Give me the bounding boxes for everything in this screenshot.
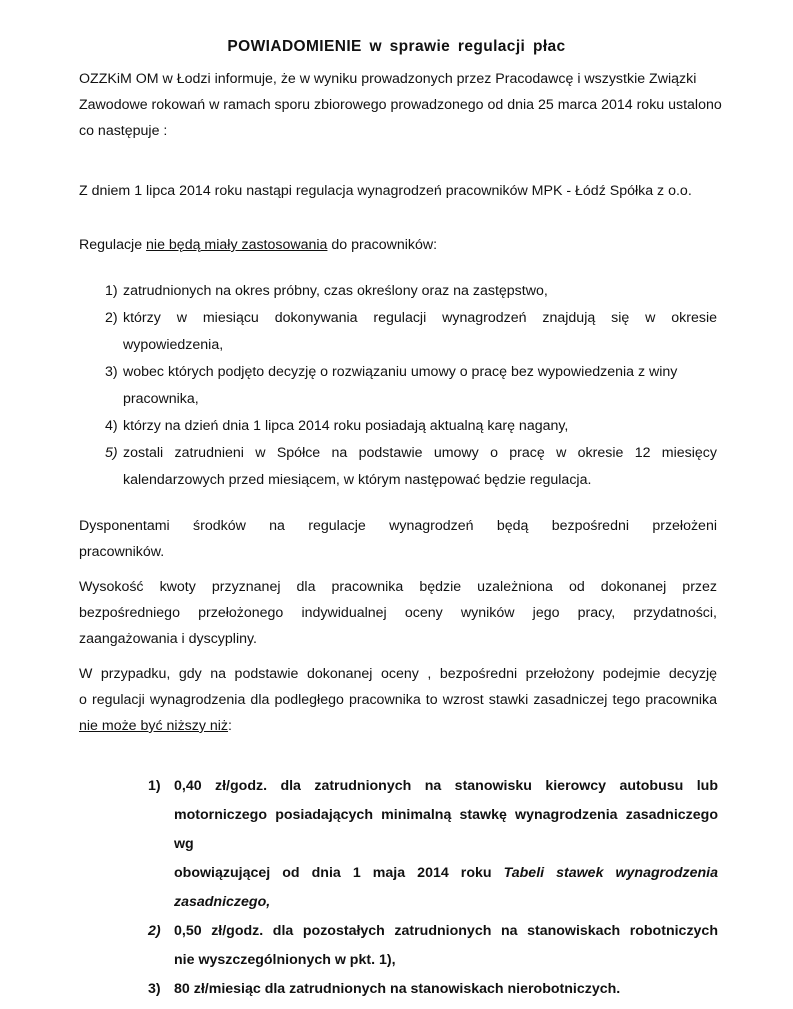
list-item-text: pracownika, xyxy=(123,391,199,407)
intro-paragraph xyxy=(79,66,722,144)
dysponenci-line: pracowników. xyxy=(79,544,165,560)
list-item-text-part: obowiązującej od dnia 1 maja 2014 roku xyxy=(174,865,504,881)
list-item xyxy=(148,917,718,975)
list-item-text-italic: zasadniczego, xyxy=(174,894,271,910)
list-item-number: 2) xyxy=(105,310,118,326)
list-item xyxy=(79,413,717,440)
list-item-text: nie wyszczególnionych w pkt. 1), xyxy=(174,952,396,968)
announcement-text: Z dniem 1 lipca 2014 roku nastąpi regulacja wynagrodzeń pracowników MPK - Łódź Spółka z o.o. xyxy=(79,183,692,199)
exclusions-suffix: do pracowników: xyxy=(327,237,438,253)
list-item xyxy=(79,278,717,305)
document-title: POWIADOMIENIE w sprawie regulacji płac xyxy=(227,38,566,55)
intro-line: OZZKiM OM w Łodzi informuje, że w wyniku prowadzonych przez Pracodawcę i wszystkie Związki xyxy=(79,71,697,87)
list-item-text: wobec których podjęto decyzję o rozwiązaniu umowy o pracę bez wypowiedzenia z winy xyxy=(123,364,678,380)
intro-line: co następuje : xyxy=(79,123,168,139)
wysokosc-line: Wysokość kwoty przyznanej dla pracownika będzie uzależniona od dokonanej przez xyxy=(79,579,717,595)
list-item-number: 1) xyxy=(148,778,161,794)
list-item-number: 2) xyxy=(148,923,161,939)
exclusions-underlined: nie będą miały zastosowania xyxy=(146,237,328,253)
list-item xyxy=(148,772,718,917)
list-item-number: 3) xyxy=(105,364,118,380)
dysponenci-line: Dysponentami środków na regulacje wynagrodzeń będą bezpośredni przełożeni xyxy=(79,518,717,534)
list-item xyxy=(79,440,717,494)
list-item-number: 5) xyxy=(105,445,118,461)
przypadek-suffix: : xyxy=(228,718,232,734)
announcement-paragraph xyxy=(79,178,717,204)
intro-line: Zawodowe rokowań w ramach sporu zbiorowego prowadzonego od dnia 25 marca 2014 roku ustalono xyxy=(79,97,722,113)
list-item-number: 1) xyxy=(105,283,118,299)
wysokosc-paragraph xyxy=(79,574,717,652)
list-item xyxy=(79,305,717,359)
exclusions-heading xyxy=(79,232,717,258)
exclusions-prefix: Regulacje xyxy=(79,237,147,253)
przypadek-paragraph xyxy=(79,661,717,739)
list-item-text: 80 zł/miesiąc dla zatrudnionych na stanowiskach nierobotniczych. xyxy=(174,981,621,997)
rates-list xyxy=(148,772,718,1004)
przypadek-line xyxy=(79,713,717,739)
list-item-number: 3) xyxy=(148,981,161,997)
wysokosc-line: zaangażowania i dyscypliny. xyxy=(79,631,257,647)
dysponenci-paragraph xyxy=(79,513,717,565)
list-item-text: motorniczego posiadających minimalną stawkę wynagrodzenia zasadniczego wg xyxy=(174,807,718,852)
list-item-text: 0,50 zł/godz. dla pozostałych zatrudnionych na stanowiskach robotniczych xyxy=(174,923,718,939)
list-item-text xyxy=(174,859,718,888)
list-item-text: wypowiedzenia, xyxy=(123,337,224,353)
przypadek-underlined: nie może być niższy niż xyxy=(79,718,229,734)
list-item-text: którzy w miesiącu dokonywania regulacji wynagrodzeń znajdują się w okresie xyxy=(123,310,717,326)
przypadek-line: o regulacji wynagrodzenia dla podległego pracownika to wzrost stawki zasadniczej tego pracownika xyxy=(79,692,717,708)
list-item-text-italic: Tabeli stawek wynagrodzenia xyxy=(503,865,718,881)
przypadek-line: W przypadku, gdy na podstawie dokonanej oceny , bezpośredni przełożony podejmie decyzję xyxy=(79,666,717,682)
list-item-text: kalendarzowych przed miesiącem, w którym następować będzie regulacja. xyxy=(123,472,592,488)
wysokosc-line: bezpośredniego przełożonego indywidualnej oceny wyników jego pracy, przydatności, xyxy=(79,605,717,621)
list-item-text: 0,40 zł/godz. dla zatrudnionych na stanowisku kierowcy autobusu lub xyxy=(174,778,718,794)
list-item-text: którzy na dzień dnia 1 lipca 2014 roku posiadają aktualną karę nagany, xyxy=(123,418,569,434)
list-item-text: zatrudnionych na okres próbny, czas określony oraz na zastępstwo, xyxy=(123,283,548,299)
exclusions-list xyxy=(79,278,717,494)
list-item-text: zostali zatrudnieni w Spółce na podstawie umowy o pracę w okresie 12 miesięcy xyxy=(123,445,717,461)
list-item xyxy=(79,359,717,413)
list-item xyxy=(148,975,718,1004)
list-item-number: 4) xyxy=(105,418,118,434)
